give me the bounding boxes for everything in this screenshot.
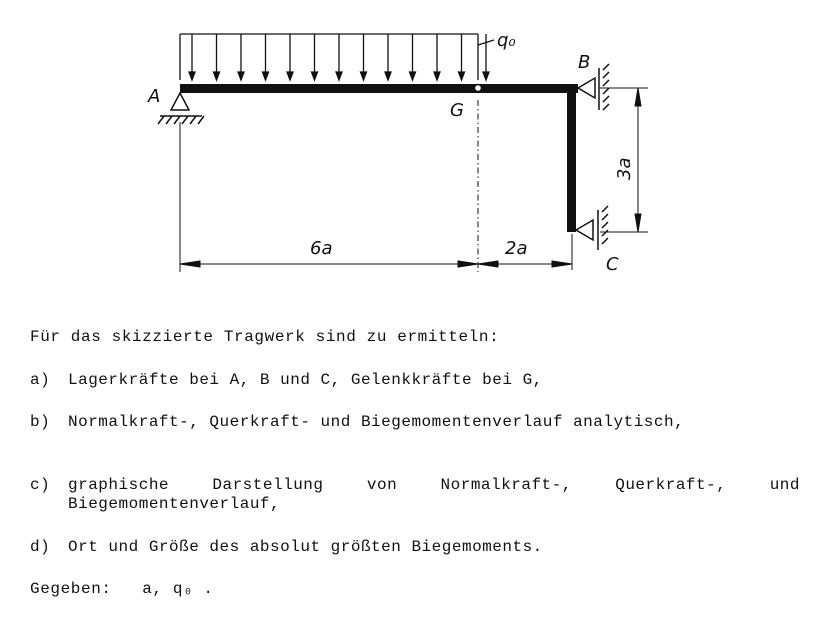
task-item-d xyxy=(30,538,800,557)
task-item-b xyxy=(30,413,800,432)
load-arrowhead xyxy=(483,72,489,80)
given-text: Gegeben: a, q₀ . xyxy=(30,580,214,598)
hinge-g xyxy=(475,85,482,92)
support-a xyxy=(158,93,204,124)
label-6a: 6a xyxy=(310,238,333,259)
task-item-a xyxy=(30,371,800,390)
load-arrowhead xyxy=(312,72,318,80)
dimension-2a xyxy=(478,261,572,267)
task-text: Normalkraft-, Querkraft- und Biegemomentenverlauf analytisch, xyxy=(68,413,685,431)
load-arrowhead xyxy=(263,72,269,80)
task-item-c xyxy=(30,476,800,514)
load-arrowhead xyxy=(459,72,465,80)
load-arrowhead xyxy=(287,72,293,80)
load-arrowhead xyxy=(385,72,391,80)
structure-diagram xyxy=(0,0,827,300)
task-key: a) xyxy=(30,371,51,389)
distributed-load xyxy=(180,34,494,80)
label-2a: 2a xyxy=(505,238,528,259)
label-c: C xyxy=(606,254,619,275)
dimension-3a xyxy=(635,88,641,232)
frame-beam xyxy=(180,84,578,232)
load-arrowhead xyxy=(410,72,416,80)
load-arrowhead xyxy=(336,72,342,80)
intro-text: Für das skizzierte Tragwerk sind zu ermitteln: xyxy=(30,328,500,346)
task-text: Lagerkräfte bei A, B und C, Gelenkkräfte bei G, xyxy=(68,371,543,389)
task-key: d) xyxy=(30,538,51,556)
load-arrowhead xyxy=(434,72,440,80)
label-a: A xyxy=(148,86,161,107)
load-arrowhead xyxy=(361,72,367,80)
label-3a: 3a xyxy=(614,157,635,180)
task-text: graphische Darstellung von Normalkraft-, Querkraft-, und Biegemomentenverlauf, xyxy=(68,476,800,513)
label-g: G xyxy=(450,100,464,121)
task-key: c) xyxy=(30,476,51,494)
task-text: Ort und Größe des absolut größten Biegemoments. xyxy=(68,538,543,556)
extension-lines xyxy=(180,88,648,272)
support-c xyxy=(576,206,608,250)
load-arrowhead xyxy=(214,72,220,80)
load-arrowhead xyxy=(238,72,244,80)
dimension-6a xyxy=(180,261,478,267)
load-arrowhead xyxy=(189,72,195,80)
task-key: b) xyxy=(30,413,51,431)
label-q0: q₀ xyxy=(497,30,516,51)
label-b: B xyxy=(578,52,591,73)
